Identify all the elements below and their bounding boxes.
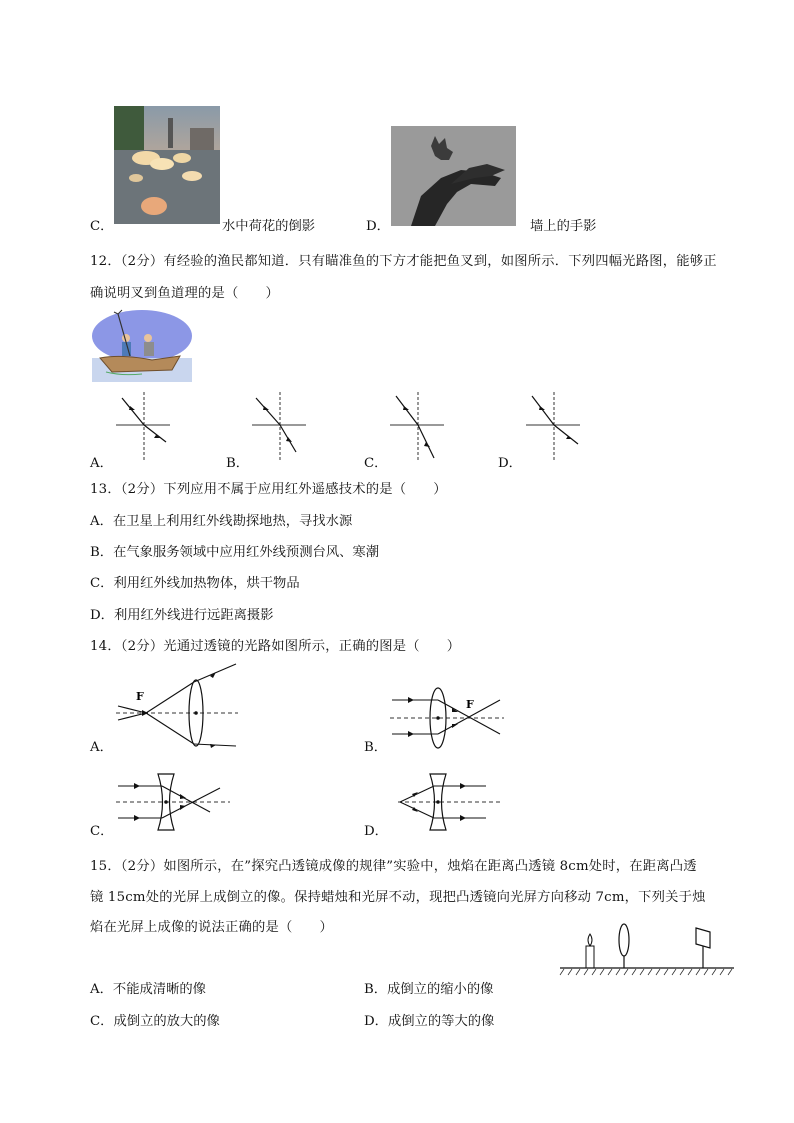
hand-shadow-photo	[391, 126, 516, 226]
q14-diagram-c	[116, 772, 236, 836]
q12-diagram-d	[526, 392, 586, 462]
q12-diagram-c	[390, 392, 450, 462]
q13-option-b: B．在气象服务领域中应用红外线预测台风、寒潮	[90, 545, 380, 560]
q14-diagram-b	[390, 682, 510, 752]
q12-diagram-a	[116, 392, 176, 462]
optical-bench-diagram	[558, 922, 738, 978]
q14-diagram-d	[398, 772, 508, 836]
q13-option-d: D．利用红外线进行远距离摄影	[90, 608, 274, 623]
q14-option-a: A．	[90, 740, 113, 755]
q14-option-d: D．	[364, 824, 388, 839]
q12-option-b: B．	[226, 456, 250, 471]
q12-stem-line1: 12．（2分）有经验的渔民都知道．只有瞄准鱼的下方才能把鱼叉到，如图所示．下列四幅光路图，能够正	[90, 254, 717, 269]
q15-stem-line2: 镜 15cm处的光屏上成倒立的像。保持蜡烛和光屏不动，现把凸透镜向光屏方向移动 7cm，下列关于烛	[90, 890, 706, 905]
option-c-letter: C．	[90, 219, 114, 234]
q14-b-focus-label: F	[466, 698, 474, 711]
q12-diagram-b	[252, 392, 312, 462]
option-d-letter: D．	[366, 219, 390, 234]
q14-option-b: B．	[364, 740, 388, 755]
q12-option-d: D．	[498, 456, 522, 471]
q14-a-focus-label: F	[136, 690, 144, 703]
q15-option-a: A．不能成清晰的像	[90, 982, 206, 997]
q15-stem-line3: 焰在光屏上成像的说法正确的是（ ）	[90, 920, 333, 935]
q14-stem: 14．（2分）光通过透镜的光路如图所示，正确的图是（ ）	[90, 639, 461, 654]
q13-stem: 13．（2分）下列应用不属于应用红外遥感技术的是（ ）	[90, 482, 447, 497]
q15-option-c: C．成倒立的放大的像	[90, 1014, 220, 1029]
q13-option-c: C．利用红外线加热物体，烘干物品	[90, 576, 300, 591]
q12-option-c: C．	[364, 456, 388, 471]
q12-stem-line2: 确说明叉到鱼道理的是（ ）	[90, 286, 279, 301]
q12-option-a: A．	[90, 456, 113, 471]
option-c-text: 水中荷花的倒影	[222, 219, 316, 234]
q15-option-d: D．成倒立的等大的像	[364, 1014, 495, 1029]
q14-option-c: C．	[90, 824, 114, 839]
lotus-reflection-photo	[114, 106, 220, 224]
fisherman-illustration	[92, 308, 192, 382]
q15-option-b: B．成倒立的缩小的像	[364, 982, 494, 997]
q14-diagram-a	[116, 672, 246, 752]
q13-option-a: A．在卫星上利用红外线勘探地热，寻找水源	[90, 514, 353, 529]
option-d-text: 墙上的手影	[530, 219, 597, 234]
q15-stem-line1: 15．（2分）如图所示，在”探究凸透镜成像的规律”实验中，烛焰在距离凸透镜 8cm处时，在距离凸透	[90, 859, 697, 874]
